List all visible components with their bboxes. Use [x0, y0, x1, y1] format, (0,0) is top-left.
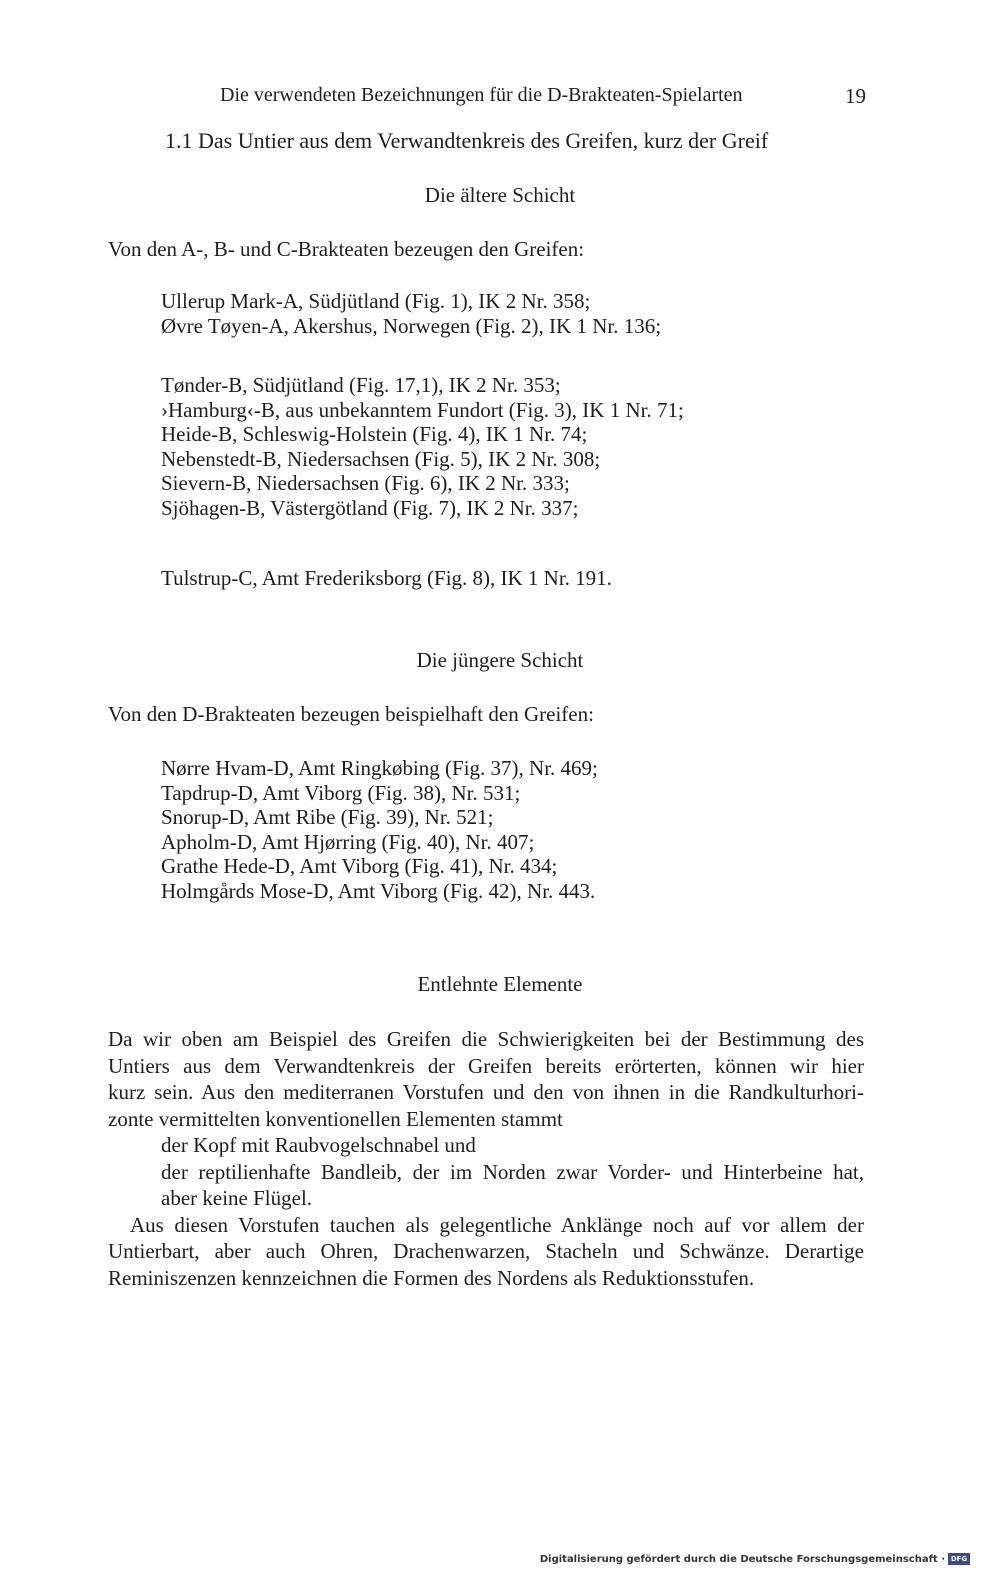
older-group-c-list: [161, 566, 612, 591]
section-title: 1.1 Das Untier aus dem Verwandtenkreis des Greifen, kurz der Greif: [165, 128, 769, 153]
list-item: Øvre Tøyen-A, Akershus, Norwegen (Fig. 2), IK 1 Nr. 136;: [161, 313, 662, 338]
indented-line: der Kopf mit Raubvogelschnabel und: [161, 1133, 476, 1157]
list-item: Sjöhagen-B, Västergötland (Fig. 7), IK 2 Nr. 337;: [161, 495, 579, 520]
page-number: 19: [845, 84, 866, 108]
list-item: Nebenstedt-B, Niedersachsen (Fig. 5), IK 2 Nr. 308;: [161, 446, 601, 471]
list-item: Heide-B, Schleswig-Holstein (Fig. 4), IK 1 Nr. 74;: [161, 422, 588, 446]
older-group-a-list: [161, 289, 661, 338]
list-item: Apholm-D, Amt Hjørring (Fig. 40), Nr. 407;: [161, 829, 535, 854]
list-item: Ullerup Mark-A, Südjütland (Fig. 1), IK 2 Nr. 358;: [161, 289, 591, 313]
indented-line: der reptilienhafte Bandleib, der im Norden zwar Vorder- und Hinterbeine hat,: [161, 1159, 864, 1184]
paragraph-line: Aus diesen Vorstufen tauchen als gelegentliche Anklänge noch auf vor allem der: [130, 1212, 864, 1237]
list-item: Tønder-B, Südjütland (Fig. 17,1), IK 2 Nr. 353;: [161, 373, 561, 397]
older-layer-intro: Von den A-, B- und C-Brakteaten bezeugen den Greifen:: [108, 237, 585, 261]
paragraph-line: kurz sein. Aus den mediterranen Vorstufen und den von ihnen in die Randkulturhori-: [108, 1080, 864, 1104]
list-item: Snorup-D, Amt Ribe (Fig. 39), Nr. 521;: [161, 805, 494, 829]
paragraph-line: Da wir oben am Beispiel des Greifen die Schwierigkeiten bei der Bestimmung des: [108, 1027, 864, 1051]
list-item: Sievern-B, Niedersachsen (Fig. 6), IK 2 Nr. 333;: [161, 471, 570, 495]
list-item: ›Hamburg‹-B, aus unbekanntem Fundort (Fig. 3), IK 1 Nr. 71;: [161, 397, 684, 422]
borrowed-elements-body: [108, 1026, 864, 1291]
younger-layer-intro: Von den D-Brakteaten bezeugen beispielhaft den Greifen:: [108, 702, 594, 726]
list-item: Grathe Hede-D, Amt Viborg (Fig. 41), Nr. 434;: [161, 854, 558, 878]
paragraph-line: Untiers aus dem Verwandtenkreis der Greifen bereits erörterten, können wir hier: [108, 1053, 864, 1078]
list-item: Tapdrup-D, Amt Viborg (Fig. 38), Nr. 531;: [161, 780, 521, 805]
running-head: Die verwendeten Bezeichnungen für die D-Brakteaten-Spielarten: [220, 84, 743, 106]
older-group-b-list: [161, 373, 684, 520]
indented-line: aber keine Flügel.: [161, 1186, 313, 1210]
list-item: Nørre Hvam-D, Amt Ringkøbing (Fig. 37), Nr. 469;: [161, 756, 598, 780]
borrowed-elements-heading: Entlehnte Elemente: [417, 972, 583, 996]
paragraph-line: Untierbart, aber auch Ohren, Drachenwarzen, Stacheln und Schwänze. Derartige: [108, 1239, 864, 1263]
younger-layer-heading: Die jüngere Schicht: [416, 648, 584, 672]
credit-text: Digitalisierung gefördert durch die Deutsche Forschungsgemeinschaft ·: [539, 1553, 945, 1565]
list-item: Tulstrup-C, Amt Frederiksborg (Fig. 8), IK 1 Nr. 191.: [161, 566, 612, 590]
younger-group-d-list: [161, 756, 598, 903]
paragraph-line: zonte vermittelten konventionellen Elementen stammt: [108, 1106, 563, 1131]
digitization-credit: [540, 1553, 970, 1565]
list-item: Holmgårds Mose-D, Amt Viborg (Fig. 42), Nr. 443.: [161, 878, 596, 903]
dfg-logo-icon: DFG: [948, 1553, 970, 1565]
paragraph-line: Reminiszenzen kennzeichnen die Formen des Nordens als Reduktionsstufen.: [108, 1265, 755, 1290]
older-layer-heading: Die ältere Schicht: [424, 183, 576, 207]
